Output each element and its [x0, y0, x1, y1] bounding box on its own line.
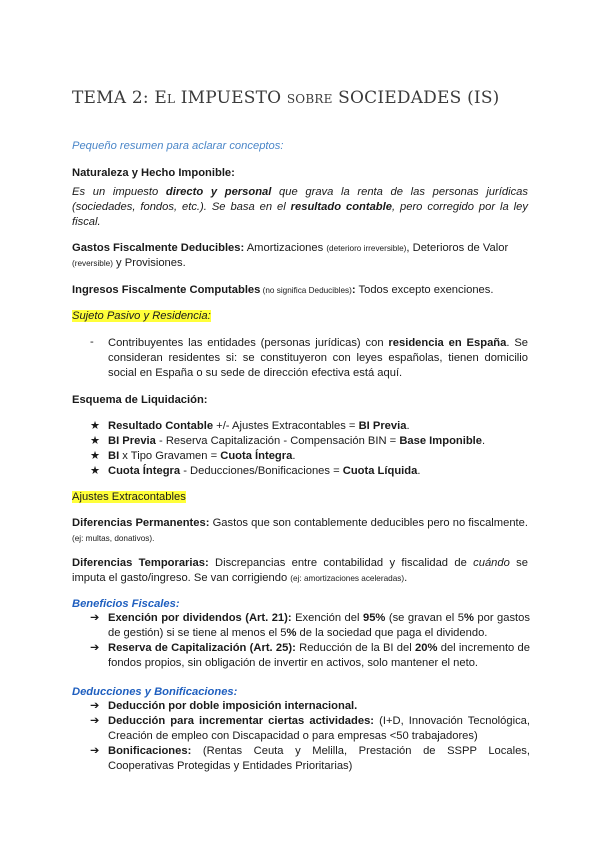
naturaleza-paragraph: Es un impuesto directo y personal que grava la renta de las personas jurídicas (sociedades, fondos, etc.). Se basa en el resultado contable, pero corregido por la ley fiscal.	[72, 186, 528, 228]
naturaleza-heading: Naturaleza y Hecho Imponible:	[72, 167, 235, 179]
temporarias-paragraph: Diferencias Temporarias: Discrepancias entre contabilidad y fiscalidad de cuándo se imputa el gasto/ingreso. Se van corrigiendo (ej: amortizaciones aceleradas).	[72, 557, 528, 584]
arrow-right-icon: ➔	[90, 745, 100, 757]
list-item: ➔ Deducción para incrementar ciertas actividades: (I+D, Innovación Tecnológica, Creación de empleo con Discapacidad o para empresas <50 trabajadores)	[90, 715, 530, 742]
list-item: ➔ Reserva de Capitalización (Art. 25): Reducción de la BI del 20% del incremento de fondos propios, sin obligación de invertir en activos, solo mantener el neto.	[90, 642, 530, 669]
deducciones-list	[90, 699, 530, 774]
list-item: ➔ Exención por dividendos (Art. 21): Exención del 95% (se gravan el 5% por gastos de gestión) si se tiene al menos el 5% de la sociedad que paga el dividendo.	[90, 612, 530, 639]
star-icon: ★	[90, 465, 101, 477]
beneficios-heading: Beneficios Fiscales:	[72, 598, 180, 610]
deducciones-heading: Deducciones y Bonificaciones:	[72, 686, 238, 698]
ingresos-paragraph: Ingresos Fiscalmente Computables (no significa Deducibles): Todos excepto exenciones.	[72, 284, 494, 296]
star-icon: ★	[90, 435, 101, 447]
sujeto-heading: Sujeto Pasivo y Residencia:	[72, 310, 211, 322]
list-item: ★ Cuota Íntegra - Deducciones/Bonificaciones = Cuota Líquida.	[90, 465, 421, 477]
arrow-right-icon: ➔	[90, 715, 100, 727]
star-icon: ★	[90, 450, 101, 462]
list-item: ★ Resultado Contable +/- Ajustes Extracontables = BI Previa.	[90, 420, 410, 432]
dash-bullet: -	[90, 336, 94, 348]
esquema-heading: Esquema de Liquidación:	[72, 394, 208, 406]
gastos-paragraph: Gastos Fiscalmente Deducibles: Amortizaciones (deterioro irreversible), Deterioros de Valor (reversible) y Provisiones.	[72, 242, 509, 269]
sujeto-paragraph: Contribuyentes las entidades (personas jurídicas) con residencia en España. Se consideran residentes si: se constituyeron con leyes españolas, tienen domicilio social en España o su sede de dirección efectiva está aquí.	[108, 337, 529, 379]
esquema-list	[90, 419, 530, 479]
page-title: TEMA 2: El IMPUESTO sobre SOCIEDADES (IS)	[72, 88, 500, 108]
list-item: ★ BI Previa - Reserva Capitalización - Compensación BIN = Base Imponible.	[90, 435, 486, 447]
list-item: ★ BI x Tipo Gravamen = Cuota Íntegra.	[90, 450, 296, 462]
arrow-right-icon: ➔	[90, 700, 100, 712]
star-icon: ★	[90, 420, 101, 432]
ajustes-heading: Ajustes Extracontables	[72, 491, 186, 503]
list-item: ➔ Deducción por doble imposición internacional.	[90, 700, 358, 712]
intro-text: Pequeño resumen para aclarar conceptos:	[72, 140, 284, 152]
arrow-right-icon: ➔	[90, 642, 100, 654]
arrow-right-icon: ➔	[90, 612, 100, 624]
list-item: ➔ Bonificaciones: (Rentas Ceuta y Melilla, Prestación de SSPP Locales, Cooperativas Protegidas y Entidades Prioritarias)	[90, 745, 530, 772]
beneficios-list	[90, 611, 530, 671]
permanentes-paragraph: Diferencias Permanentes: Gastos que son contablemente deducibles pero no fiscalmente. (ej: multas, donativos).	[72, 517, 528, 543]
